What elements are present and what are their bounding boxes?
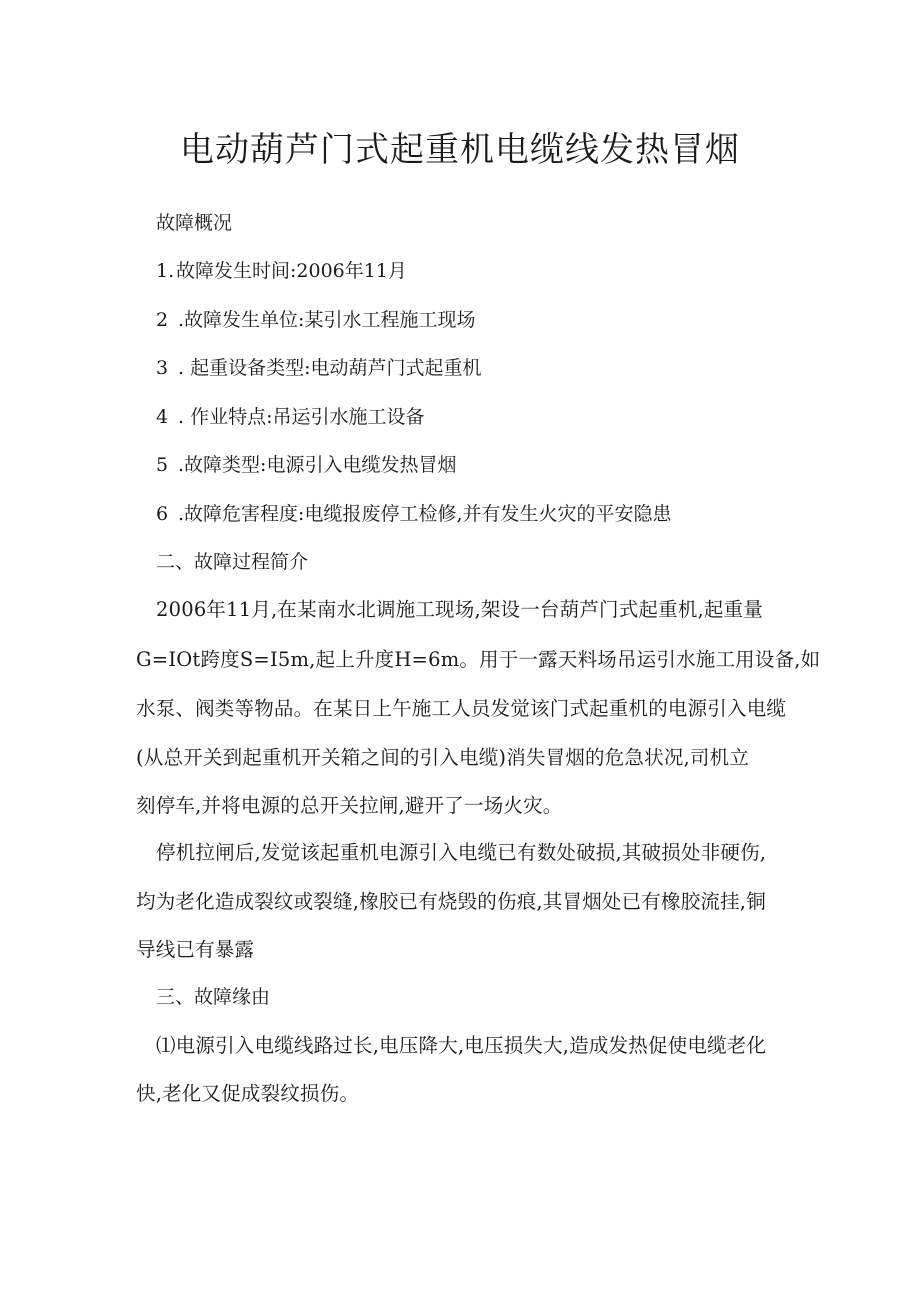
list-item-number: 3: [156, 357, 169, 379]
paragraph-line: 均为老化造成裂纹或裂缝,橡胶已有烧毁的伤痕,其冒烟处已有橡胶流挂,铜: [136, 890, 766, 913]
list-item-number: 6: [156, 503, 169, 525]
paragraph-line: 2006年11月,在某南水北调施工现场,架设一台葫芦门式起重机,起重量: [156, 598, 764, 621]
list-item: [156, 453, 456, 477]
list-item-number: 1.: [156, 260, 175, 282]
paragraph-line: ⑴电源引入电缆线路过长,电压降大,电压损失大,造成发热促使电缆老化: [156, 1034, 767, 1057]
list-item: [156, 502, 671, 526]
paragraph-line: 停机拉闸后,发觉该起重机电源引入电缆已有数处破损,其破损处非硬伤,: [156, 841, 767, 864]
list-item: [156, 405, 424, 429]
list-item: [156, 259, 407, 283]
list-item-number: 4: [156, 406, 169, 428]
paragraph-line: 导线已有暴露: [136, 938, 255, 961]
section-heading-cause: 三、故障缘由: [156, 986, 271, 1008]
list-item-text: . 起重设备类型:电动葫芦门式起重机: [178, 357, 482, 379]
list-item-text: .故障类型:电源引入电缆发热冒烟: [178, 454, 457, 476]
paragraph-line: (从总开关到起重机开关箱之间的引入电缆)消失冒烟的危急状况,司机立: [136, 746, 750, 769]
list-item-text: .故障危害程度:电缆报废停工检修,并有发生火灾的平安隐患: [178, 503, 672, 525]
paragraph-line: G=IOt跨度S=I5m,起上升度H=6m。用于一露天料场吊运引水施工用设备,如: [136, 648, 821, 671]
document-title: 电动葫芦门式起重机电缆线发热冒烟: [180, 130, 740, 170]
paragraph-line: 水泵、阀类等物品。在某日上午施工人员发觉该门式起重机的电源引入电缆: [136, 697, 787, 720]
section-heading-process: 二、故障过程简介: [156, 551, 309, 573]
list-item-number: 5: [156, 454, 169, 476]
list-item-text: 故障发生时间:2006年11月: [176, 260, 407, 282]
list-item: [156, 308, 475, 332]
paragraph-line: 快,老化又促成裂纹损伤。: [136, 1082, 360, 1105]
paragraph-line: 刻停车,并将电源的总开关拉闸,避开了一场火灾。: [136, 794, 563, 817]
section-heading-overview: 故障概况: [156, 212, 233, 234]
list-item: [156, 356, 481, 380]
list-item-number: 2: [156, 309, 169, 331]
list-item-text: . 作业特点:吊运引水施工设备: [178, 406, 425, 428]
list-item-text: .故障发生单位:某引水工程施工现场: [178, 309, 476, 331]
